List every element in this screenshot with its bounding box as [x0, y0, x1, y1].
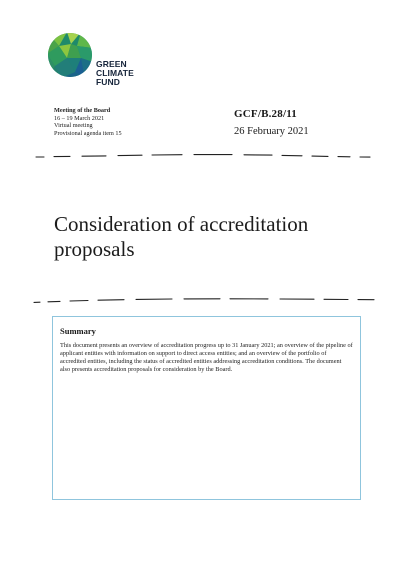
brand-line-2: CLIMATE [96, 68, 134, 78]
gcf-globe-logo-icon [47, 32, 93, 78]
summary-text: This document presents an overview of accreditation progress up to 31 January 2021; an overview of the pipeline of applicant entities with information on support to direct access entities; and an overview of the portfolio of accredited entities, including the status of accredited entities addressing accreditation conditions. The document also presents accreditation proposals for consideration by the Board. [60, 342, 353, 373]
meeting-info [54, 107, 122, 137]
meeting-dates: 16 – 19 March 2021 [54, 114, 105, 122]
brand-line-1: GREEN [96, 59, 127, 69]
brand-line-3: FUND [96, 77, 121, 87]
document-reference [234, 108, 309, 138]
document-date: 26 February 2021 [234, 126, 309, 137]
summary-heading: Summary [60, 326, 96, 336]
document-symbol: GCF/B.28/11 [234, 108, 298, 120]
decorative-divider-top [32, 150, 380, 162]
summary-box [52, 316, 361, 500]
brand-wordmark [96, 60, 134, 87]
document-title: Consideration of accreditation proposals [54, 212, 309, 261]
agenda-item: Provisional agenda item 15 [54, 129, 122, 137]
decorative-divider-bottom [32, 294, 380, 306]
meeting-title: Meeting of the Board [54, 107, 111, 114]
meeting-mode: Virtual meeting [54, 122, 93, 130]
